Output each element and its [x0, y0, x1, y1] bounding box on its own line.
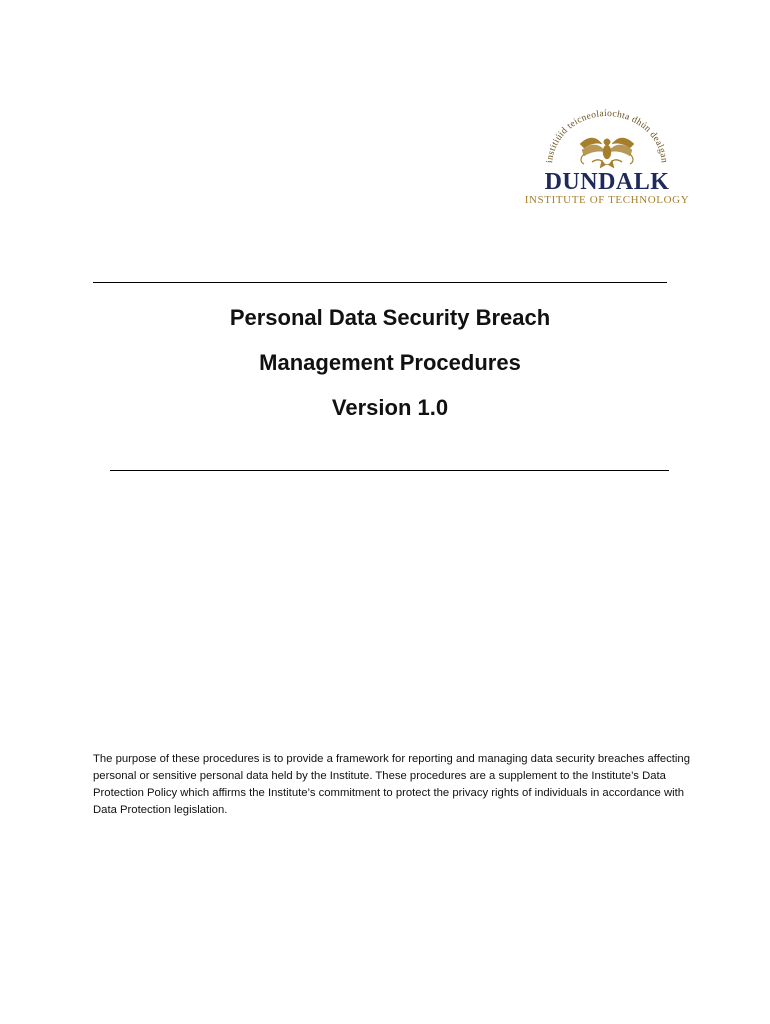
bird-emblem-icon: [580, 138, 634, 168]
top-divider: [93, 282, 667, 283]
title-line-2: Management Procedures: [259, 350, 521, 375]
logo-name: DUNDALK: [544, 169, 670, 195]
version-title: Version 1.0: [331, 395, 449, 420]
bottom-divider: [110, 470, 669, 471]
title-line-1: Personal Data Security Breach: [229, 305, 551, 330]
institute-logo: [522, 106, 692, 210]
logo-arc-text: institiúid teicneolaíochta dhún dealgan: [545, 108, 669, 164]
logo-subtitle: INSTITUTE OF TECHNOLOGY: [524, 194, 690, 206]
purpose-paragraph: The purpose of these procedures is to provide a framework for reporting and managing data security breaches affecting personal or sensitive personal data held by the Institute. These procedures are a supplement to the Institute’s Data Protection Policy which affirms the Institute’s commitment to protect the privacy rights of individuals in accordance with Data Protection legislation.: [93, 753, 690, 816]
